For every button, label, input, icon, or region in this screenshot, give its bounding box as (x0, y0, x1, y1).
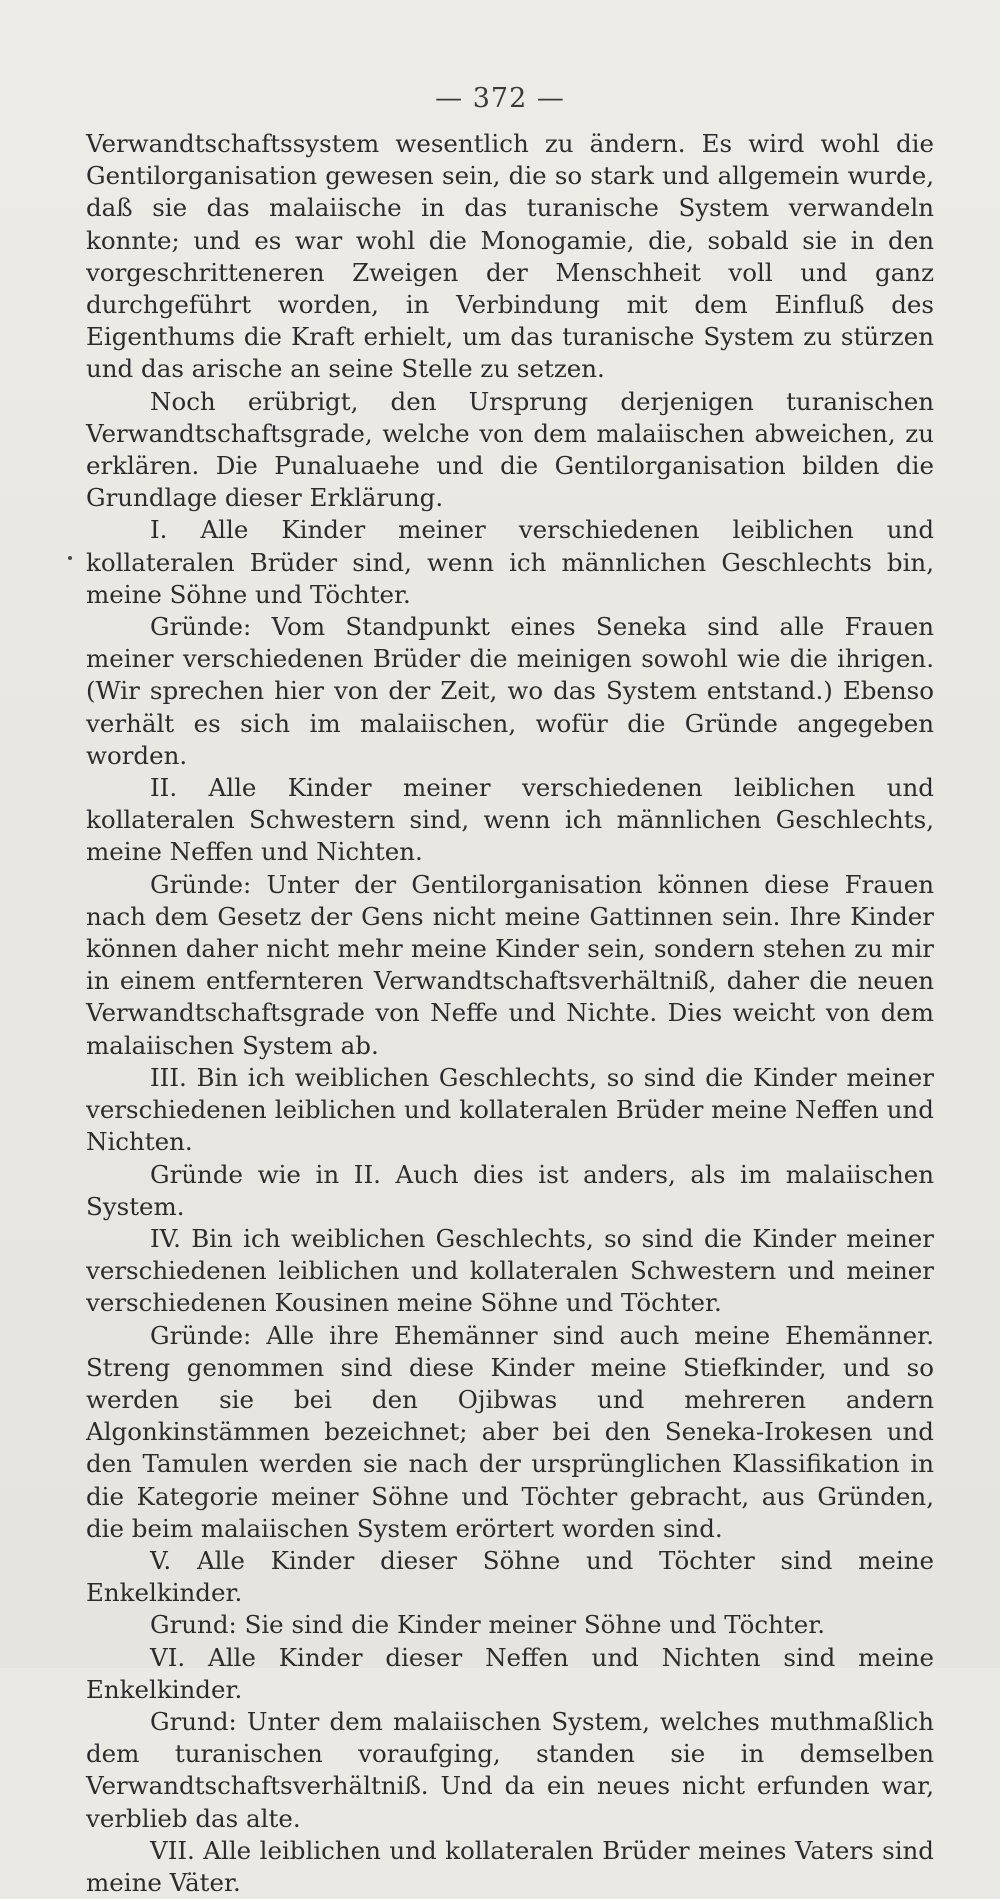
paragraph-continuation: Verwandtschaftssystem wesentlich zu ändern. Es wird wohl die Gentilorganisation gewesen sein, die so stark und allgemein wurde, daß sie das malaiische in das turanische System verwandeln konnte; und es war wohl die Monogamie, die, sobald sie in den vorgeschritteneren Zweigen der Menschheit voll und ganz durchgeführt worden, in Verbindung mit dem Einfluß des Eigenthums die Kraft erhielt, um das turanische System zu stürzen und das arische an seine Stelle zu setzen. (86, 129, 934, 384)
page-body (86, 128, 934, 1899)
ink-dot (68, 556, 72, 560)
paragraph-reason-5: Grund: Sie sind die Kinder meiner Söhne und Töchter. (150, 1610, 826, 1640)
paragraph-reason-6: Grund: Unter dem malaiischen System, welches muthmaßlich dem turanischen voraufging, standen sie in demselben Verwandtschaftsverhältniß. Und da ein neues nicht erfunden war, verblieb das alte. (86, 1706, 934, 1833)
paragraph-reasons-4: Gründe: Alle ihre Ehemänner sind auch meine Ehemänner. Streng genommen sind diese Kinder meine Stiefkinder, und so werden sie bei den Ojibwas und mehreren andern Algonkinstämmen bezeichnet; aber bei den Seneka-Irokesen und den Tamulen werden sie nach der ursprünglichen Klassifikation in die Kategorie meiner Söhne und Töchter gebracht, aus Gründen, die beim malaiischen System erörtert worden sind. (86, 1320, 934, 1543)
paragraph-rule-4: IV. Bin ich weiblichen Geschlechts, so sind die Kinder meiner verschiedenen leiblichen und kollateralen Schwestern und meiner verschiedenen Kousinen meine Söhne und Töchter. (86, 1223, 934, 1318)
paragraph-reasons-1: Gründe: Vom Standpunkt eines Seneka sind alle Frauen meiner verschiedenen Brüder die meinigen sowohl wie die ihrigen. (Wir sprechen hier von der Zeit, wo das System entstand.) Ebenso verhält es sich im malaiischen, wofür die Gründe angegeben worden. (86, 612, 934, 770)
page-number: — 372 — (435, 83, 565, 114)
paragraph-reasons-2: Gründe: Unter der Gentilorganisation können diese Frauen nach dem Gesetz der Gens nicht meine Gattinnen sein. Ihre Kinder können daher nicht mehr meine Kinder sein, sondern stehen zu mir in einem entfernteren Verwandtschaftsverhältniß, daher die neuen Verwandtschaftsgrade von Neffe und Nichte. Dies weicht von dem malaiischen System ab. (86, 869, 934, 1060)
paragraph-rule-5: V. Alle Kinder dieser Söhne und Töchter sind meine Enkelkinder. (86, 1545, 934, 1608)
paragraph-rule-2: II. Alle Kinder meiner verschiedenen leiblichen und kollateralen Schwestern sind, wenn ich männlichen Geschlechts, meine Neffen und Nichten. (86, 773, 934, 867)
paragraph-reasons-3: Gründe wie in II. Auch dies ist anders, als im malaiischen System. (86, 1159, 934, 1221)
paragraph-intro: Noch erübrigt, den Ursprung derjenigen turanischen Verwandtschaftsgrade, welche von dem malaiischen abweichen, zu erklären. Die Punaluaehe und die Gentilorganisation bilden die Grundlage dieser Erklärung. (86, 386, 934, 513)
paragraph-rule-7: VII. Alle leiblichen und kollateralen Brüder meines Vaters sind meine Väter. (86, 1835, 934, 1897)
paragraph-rule-3: III. Bin ich weiblichen Geschlechts, so sind die Kinder meiner verschiedenen leiblichen und kollateralen Brüder meine Neffen und Nichten. (86, 1062, 934, 1157)
paragraph-rule-6: VI. Alle Kinder dieser Neffen und Nichten sind meine Enkelkinder. (86, 1642, 934, 1704)
paragraph-rule-1: I. Alle Kinder meiner verschiedenen leiblichen und kollateralen Brüder sind, wenn ich männlichen Geschlechts bin, meine Söhne und Töchter. (86, 515, 934, 609)
